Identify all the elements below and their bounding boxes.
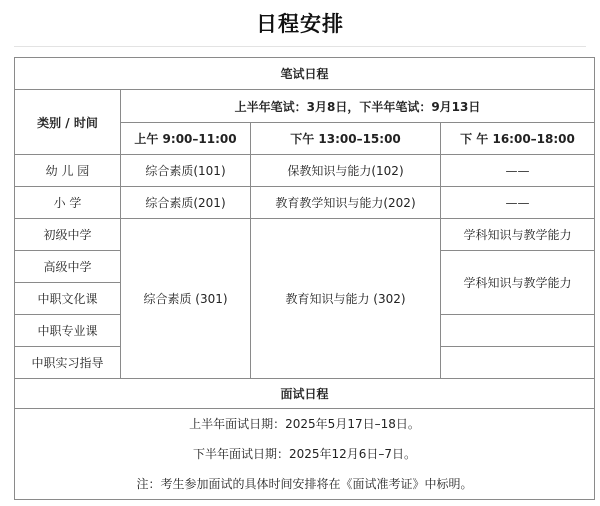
- kindergarten-afternoon: 保教知识与能力(102): [251, 155, 441, 187]
- table-row: [15, 187, 595, 219]
- category-primary: 小 学: [15, 187, 121, 219]
- vocational-major-evening: [441, 315, 595, 347]
- title-divider: [14, 46, 586, 47]
- primary-evening: ——: [441, 187, 595, 219]
- primary-afternoon: 教育教学知识与能力(202): [251, 187, 441, 219]
- interview-note: 注：考生参加面试的具体时间安排将在《面试准考证》中标明。: [136, 477, 473, 491]
- slot-afternoon: 下午 13:00–15:00: [251, 123, 441, 155]
- slot-evening: 下 午 16:00–18:00: [441, 123, 595, 155]
- kindergarten-evening: ——: [441, 155, 595, 187]
- secondary-afternoon: 教育知识与能力 (302): [251, 219, 441, 379]
- junior-middle-evening: 学科知识与教学能力: [441, 219, 595, 251]
- table-row: [15, 219, 595, 251]
- category-vocational-major: 中职专业课: [15, 315, 121, 347]
- schedule-table: [14, 57, 595, 500]
- primary-morning: 综合素质(201): [121, 187, 251, 219]
- table-row: [15, 155, 595, 187]
- header-category-time: 类别 / 时间: [15, 90, 121, 155]
- category-vocational-culture: 中职文化课: [15, 283, 121, 315]
- interview-second-half: 下半年面试日期：2025年12月6日–7日。: [192, 447, 417, 461]
- vocational-internship-evening: [441, 347, 595, 379]
- interview-first-half: 上半年面试日期：2025年5月17日–18日。: [189, 417, 420, 431]
- category-vocational-internship: 中职实习指导: [15, 347, 121, 379]
- page-title: 日程安排: [256, 12, 344, 36]
- category-kindergarten: 幼 儿 园: [15, 155, 121, 187]
- senior-middle-evening: 学科知识与教学能力: [441, 251, 595, 315]
- slot-morning: 上午 9:00–11:00: [121, 123, 251, 155]
- written-section-title: 笔试日程: [15, 58, 595, 90]
- interview-section-title: 面试日程: [15, 379, 595, 409]
- secondary-morning: 综合素质 (301): [121, 219, 251, 379]
- category-senior-middle: 高级中学: [15, 251, 121, 283]
- written-exam-dates: 上半年笔试：3月8日，下半年笔试：9月13日: [121, 90, 595, 123]
- interview-notes: [15, 409, 595, 500]
- category-junior-middle: 初级中学: [15, 219, 121, 251]
- kindergarten-morning: 综合素质(101): [121, 155, 251, 187]
